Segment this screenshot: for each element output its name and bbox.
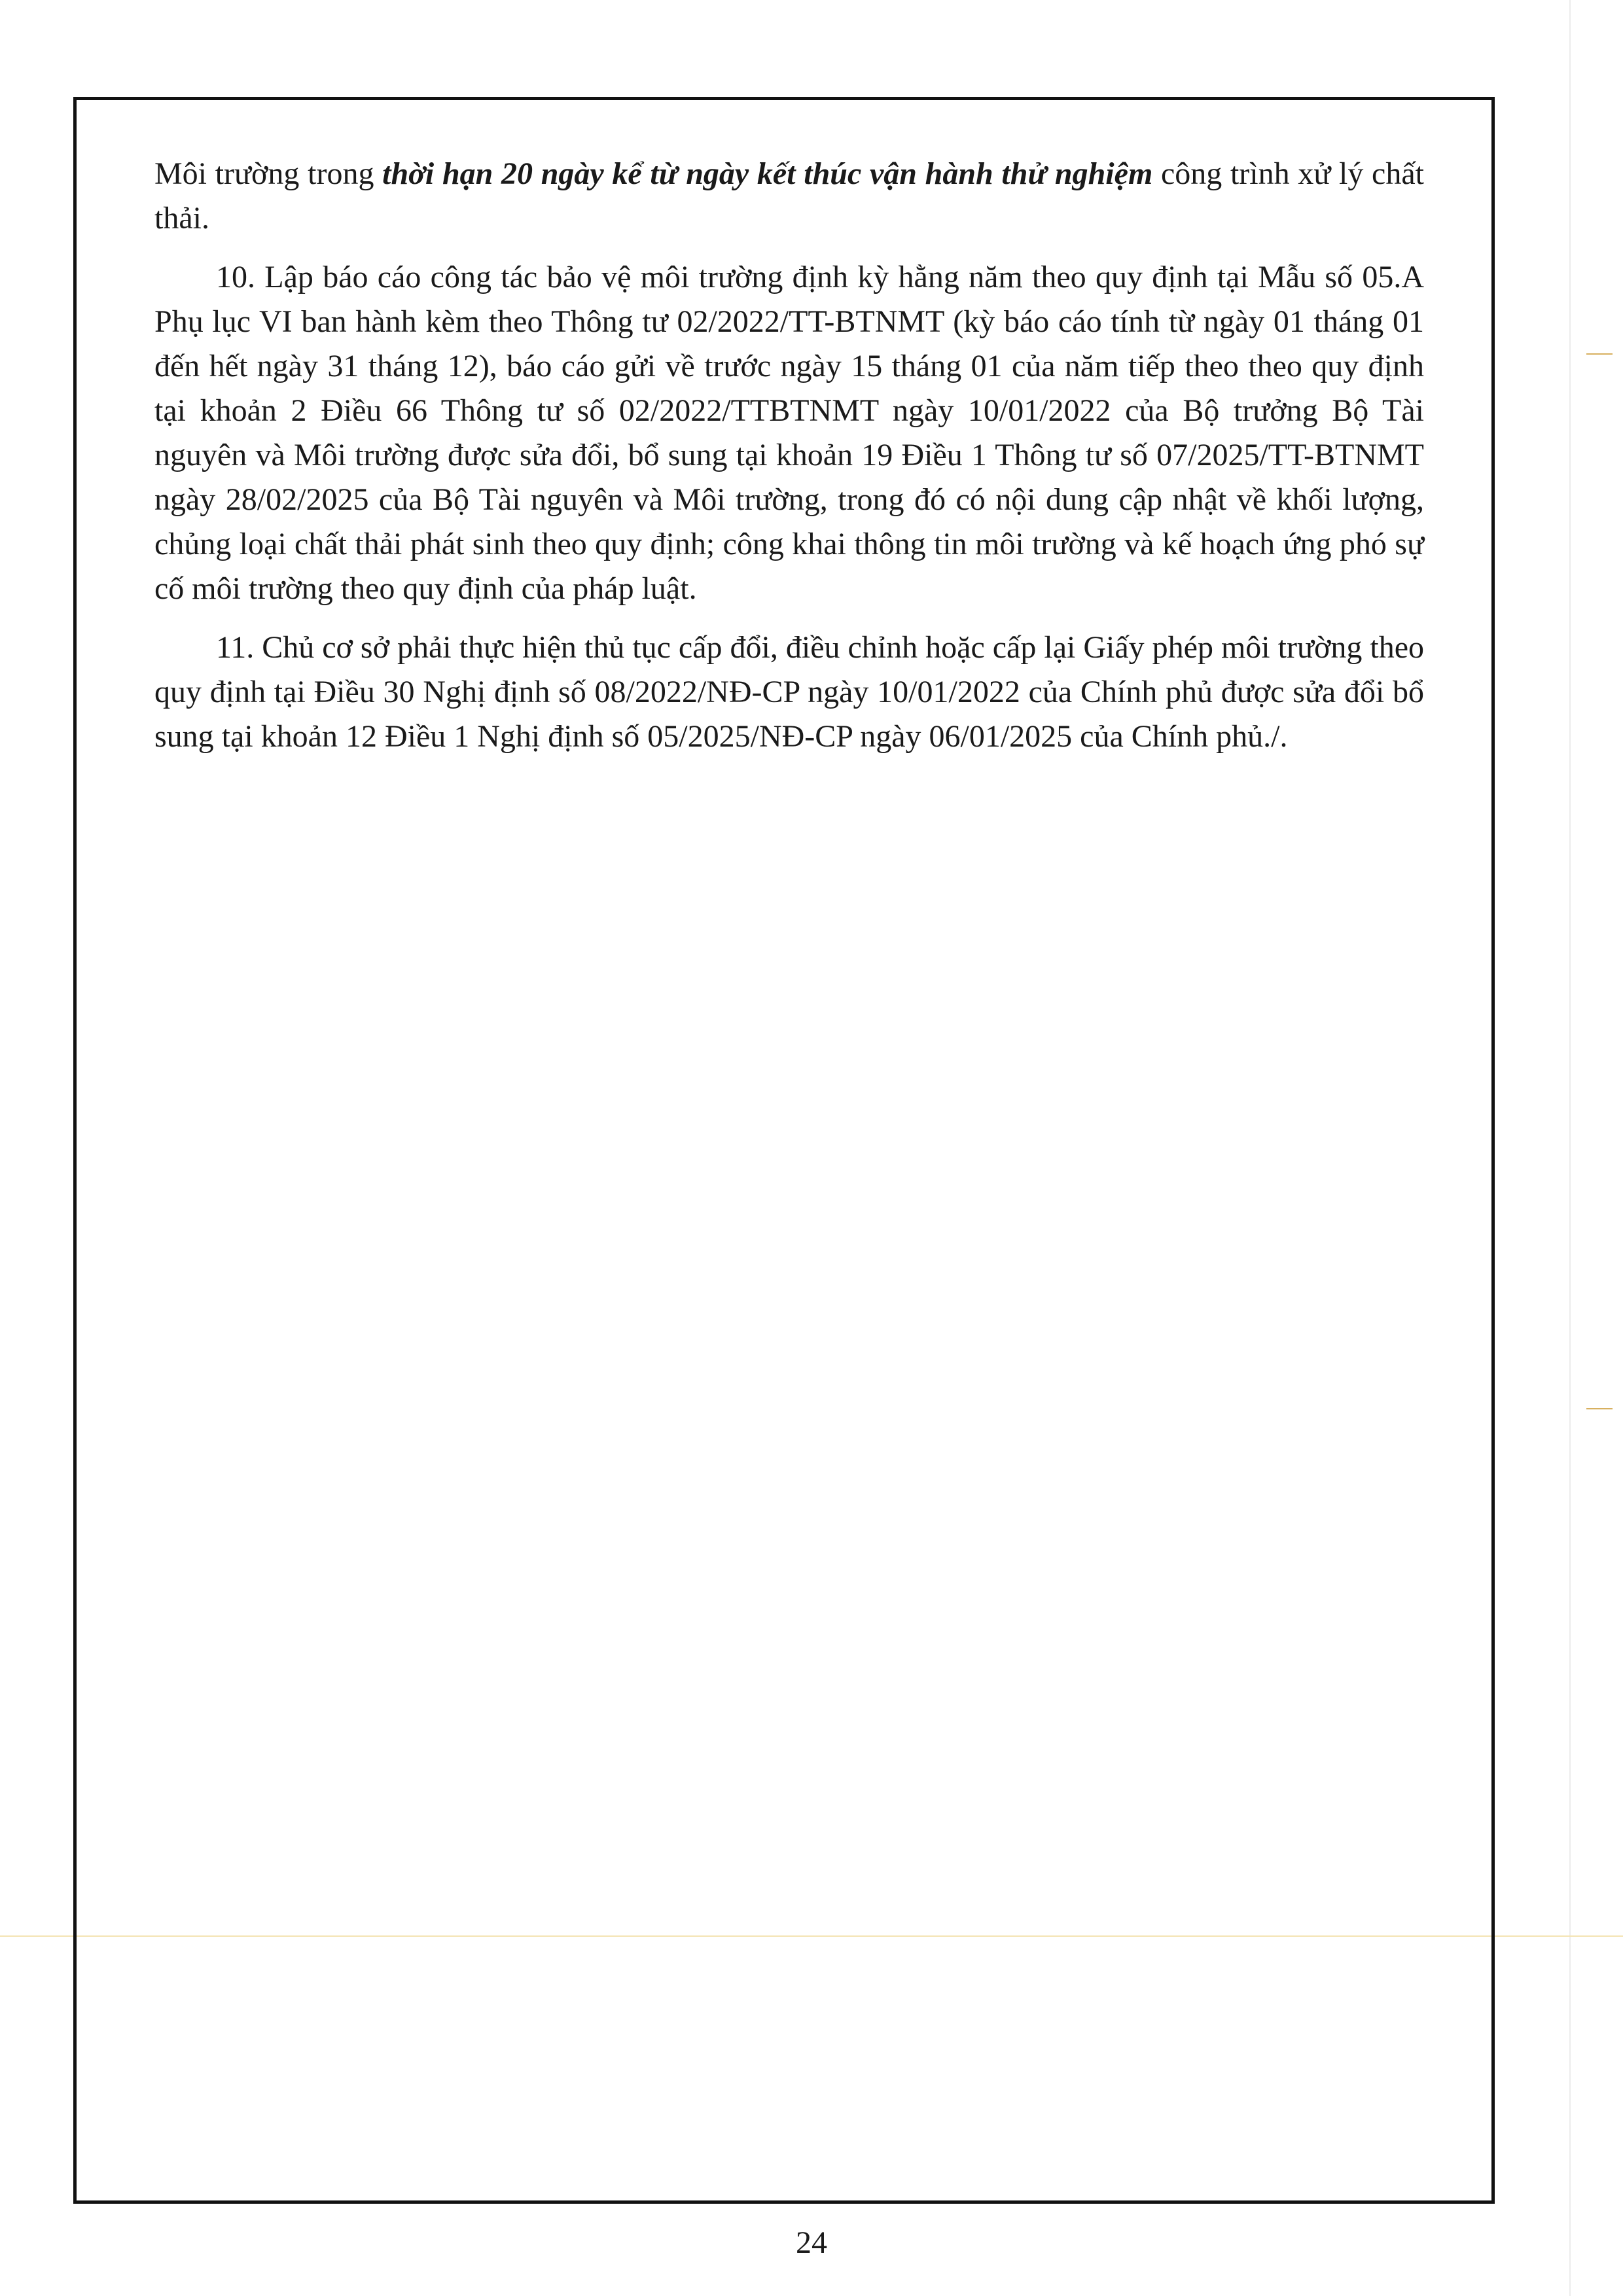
scan-edge-line <box>1569 0 1571 2296</box>
text-segment: công trình xử lý chất thải. <box>154 156 1425 236</box>
paragraph-item-10: 10. Lập báo cáo công tác bảo vệ môi trường định kỳ hằng năm theo quy định tại Mẫu số 05.A Phụ lục VI ban hành kèm theo Thông tư 02/2022/TT-BTNMT (kỳ báo cáo tính từ ngày 01 tháng 01 đến hết ngày 31 tháng 12), báo cáo gửi về trước ngày 15 tháng 01 của năm tiếp theo theo quy định tại khoản 2 Điều 66 Thông tư số 02/2022/TTBTNMT ngày 10/01/2022 của Bộ trưởng Bộ Tài nguyên và Môi trường được sửa đổi, bổ sung tại khoản 19 Điều 1 Thông tư số 07/2025/TT-BTNMT ngày 28/02/2025 của Bộ Tài nguyên và Môi trường, trong đó có nội dung cập nhật về khối lượng, chủng loại chất thải phát sinh theo quy định; công khai thông tin môi trường và kế hoạch ứng phó sự cố môi trường theo quy định của pháp luật. <box>154 260 1424 606</box>
margin-tick <box>1586 353 1613 355</box>
paragraph-item-11: 11. Chủ cơ sở phải thực hiện thủ tục cấp đổi, điều chỉnh hoặc cấp lại Giấy phép môi trường theo quy định tại Điều 30 Nghị định số 08/2022/NĐ-CP ngày 10/01/2022 của Chính phủ được sửa đổi bổ sung tại khoản 12 Điều 1 Nghị định số 05/2025/NĐ-CP ngày 06/01/2025 của Chính phủ./. <box>154 630 1424 754</box>
page-number: 24 <box>796 2225 827 2260</box>
margin-tick <box>1586 1408 1613 1409</box>
text-segment: Môi trường trong <box>154 156 383 191</box>
document-body <box>154 152 1424 759</box>
paragraph-continuation <box>154 152 1424 241</box>
emphasis-deadline: thời hạn 20 ngày kể từ ngày kết thúc vận hành thử nghiệm <box>382 156 1153 191</box>
